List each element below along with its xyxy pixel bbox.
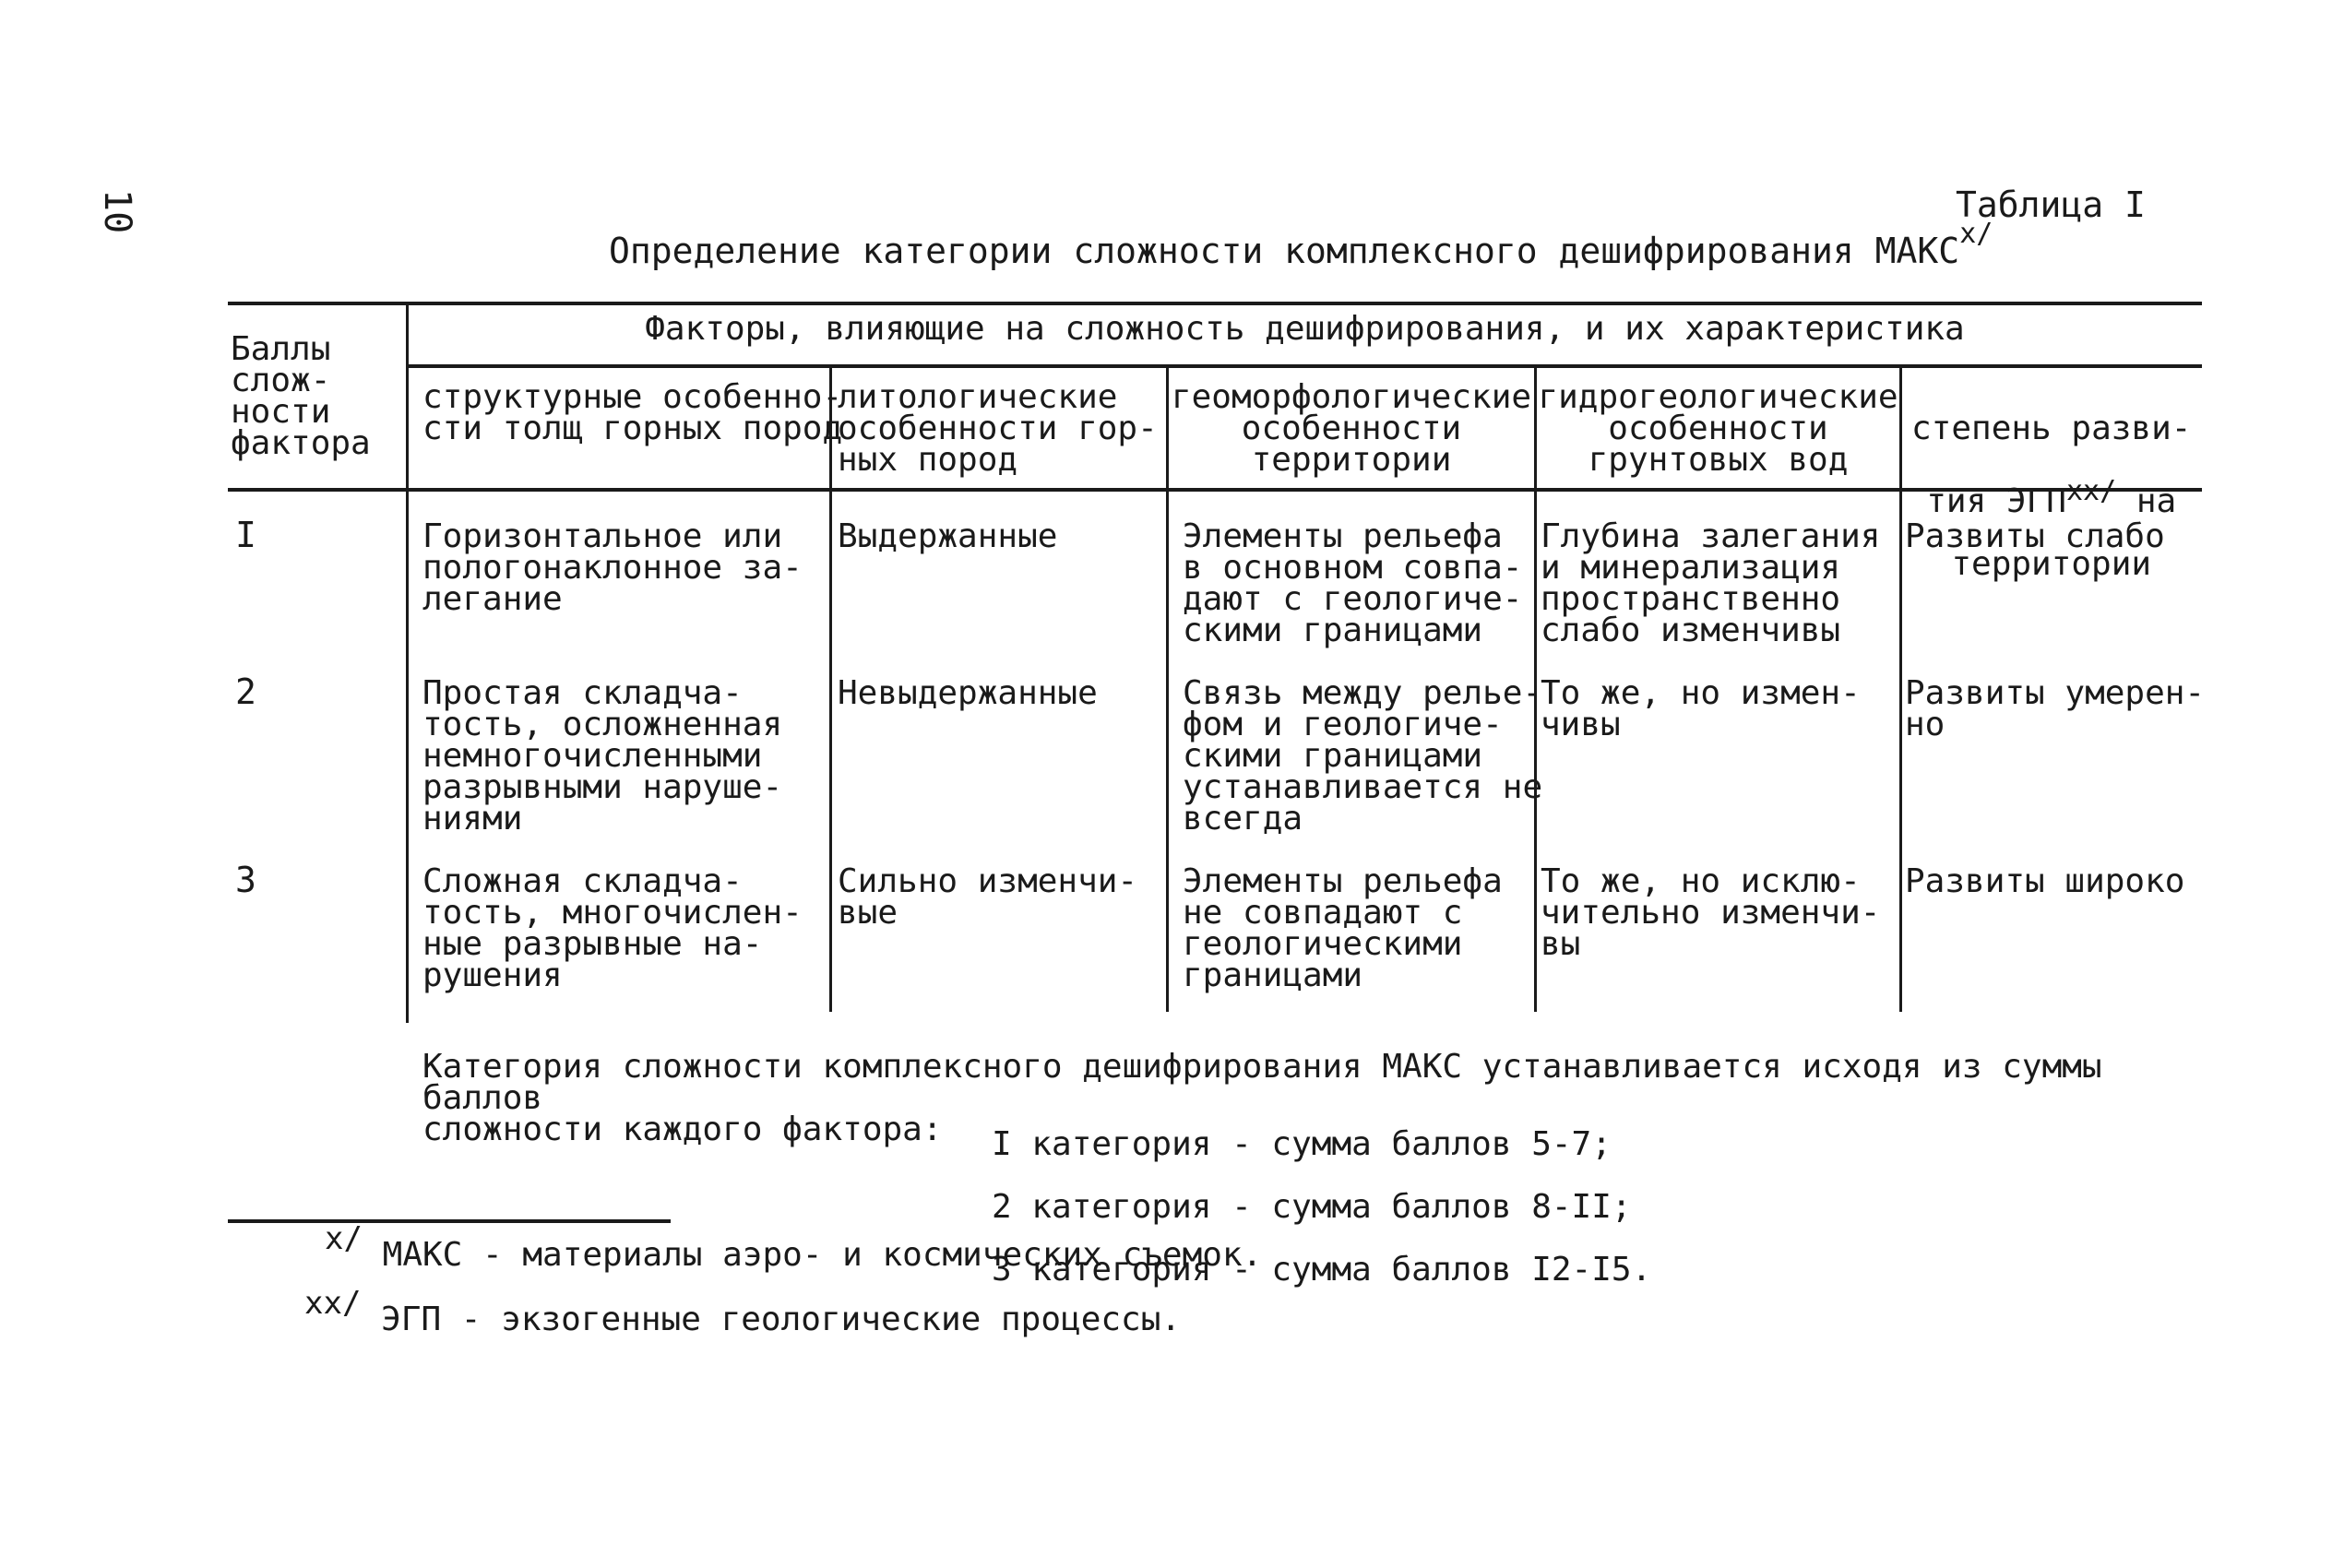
- row-3-hydrogeological: То же, но исклю- чительно изменчи- вы: [1541, 862, 1881, 963]
- egp-header-line3: территории: [1951, 545, 2152, 583]
- row-1-structural: Горизонтальное или пологонаклонное за- легание: [422, 517, 803, 618]
- table-title-text: Определение категории сложности комплексного дешифрирования МАКС: [609, 231, 1960, 271]
- footnote-2: [304, 1285, 1182, 1338]
- header-bottom-rule: [228, 488, 2202, 492]
- row-1-geomorphological: Элементы рельефа в основном совпа- дают с геологиче- скими границами: [1183, 517, 1523, 649]
- egp-header-line1: степень разви-: [1911, 410, 2192, 447]
- category-3: 3 категория - сумма баллов I2-I5.: [992, 1251, 1652, 1289]
- footnote-divider: [228, 1219, 671, 1223]
- score-header: Баллы слож- ности фактора: [231, 330, 371, 462]
- column-header-structural: структурные особенно- сти толщ горных пород: [422, 378, 843, 447]
- row-2-geomorphological: Связь между релье- фом и геологиче- скими границами устанавливается не всегда: [1183, 674, 1543, 837]
- row-2-hydrogeological: То же, но измен- чивы: [1541, 674, 1861, 743]
- row-3-egp: Развиты широко: [1905, 862, 2185, 900]
- category-2: 2 категория - сумма баллов 8-II;: [992, 1188, 1632, 1226]
- column-divider-4: [1899, 366, 1902, 1012]
- row-1-egp: Развиты слабо: [1905, 517, 2165, 555]
- score-row-1: I: [235, 515, 256, 555]
- row-2-egp: Развиты умерен- но: [1905, 674, 2206, 743]
- row-3-lithological: Сильно изменчи- вые: [838, 862, 1138, 932]
- footnote-2-text: ЭГП - экзогенные геологические процессы.: [381, 1301, 1182, 1338]
- footnote-1-text: МАКС - материалы аэро- и космических съемок.: [382, 1236, 1263, 1274]
- row-2-structural: Простая складча- тость, осложненная немногочисленными разрывными наруше- ниями: [422, 674, 783, 837]
- footnote-1: [325, 1220, 1263, 1274]
- score-row-2: 2: [235, 671, 256, 712]
- row-1-hydrogeological: Глубина залегания и минерализация пространственно слабо изменчивы: [1541, 517, 1881, 649]
- column-divider-1: [829, 366, 832, 1012]
- egp-footnote-mark: хх/: [2065, 475, 2117, 507]
- column-header-hydrogeological: гидрогеологические особенности грунтовых вод: [1538, 378, 1898, 479]
- egp-header-line2-post: на: [2116, 482, 2177, 520]
- row-3-structural: Сложная складча- тость, многочислен- ные разрывные на- рушения: [422, 862, 803, 994]
- table-top-rule: [228, 302, 2202, 305]
- table-label: Таблица I: [1956, 184, 2146, 225]
- category-1: I категория - сумма баллов 5-7;: [992, 1125, 1612, 1163]
- title-footnote-mark: х/: [1959, 218, 1993, 250]
- score-row-3: 3: [235, 860, 256, 900]
- footnote-1-mark: х/: [325, 1220, 363, 1257]
- score-column-divider: [406, 303, 409, 1023]
- row-2-lithological: Невыдержанные: [838, 674, 1098, 712]
- row-3-geomorphological: Элементы рельефа не совпадают с геологическими границами: [1183, 862, 1503, 994]
- row-1-lithological: Выдержанные: [838, 517, 1058, 555]
- egp-header-line2-pre: тия ЭГП: [1926, 482, 2066, 520]
- footnote-2-mark: хх/: [304, 1285, 362, 1322]
- table-title: [609, 218, 1993, 271]
- column-header-lithological: литологические особенности гор- ных пород: [838, 378, 1158, 479]
- column-header-geomorphological: геоморфологические особенности территории: [1171, 378, 1532, 479]
- category-note-intro: Категория сложности комплексного дешифрирования МАКС устанавливается исходя из суммы баллов сложности каждого фактора:: [422, 1048, 2102, 1148]
- page-number: 10: [96, 189, 138, 234]
- factors-header: Факторы, влияющие на сложность дешифрирования, и их характеристика: [645, 310, 1965, 348]
- category-list: [992, 1098, 1651, 1317]
- factors-header-rule: [408, 364, 2202, 368]
